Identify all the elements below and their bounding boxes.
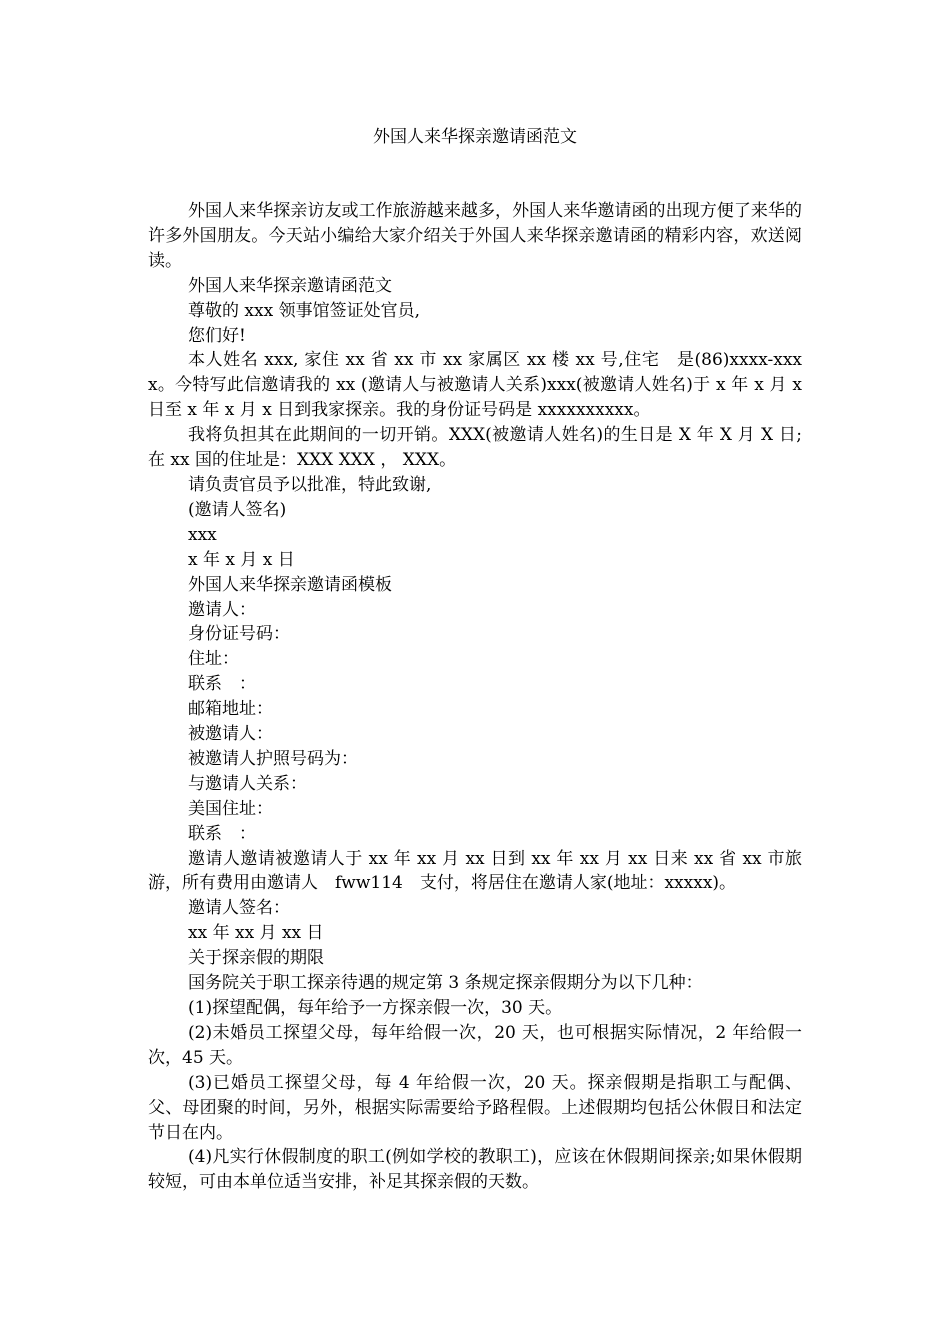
document-title: 外国人来华探亲邀请函范文 bbox=[373, 127, 577, 147]
leave-item-4: (4)凡实行休假制度的职工(例如学校的教职工)，应该在休假期间探亲;如果休假期较短，可由本单位适当安排，补足其探亲假的天数。 bbox=[148, 1147, 802, 1193]
signature-label: (邀请人签名) bbox=[188, 499, 287, 520]
template-date: xx 年 xx 月 xx 日 bbox=[188, 923, 324, 944]
letter-body-expenses: 我将负担其在此期间的一切开销。XXX(被邀请人姓名)的生日是 X 年 X 月 X 日;在 xx 国的住址是：XXX XXX ， XXX。 bbox=[148, 425, 802, 471]
field-passport: 被邀请人护照号码为： bbox=[188, 748, 358, 769]
document-body bbox=[148, 199, 802, 1195]
field-invitee: 被邀请人： bbox=[188, 724, 273, 745]
field-contact-2: 联系 ： bbox=[188, 823, 256, 844]
field-relationship: 与邀请人关系： bbox=[188, 773, 307, 794]
leave-item-3: (3)已婚员工探望父母，每 4 年给假一次，20 天。探亲假期是指职工与配偶、父、母团聚的时间，另外，根据实际需要给予路程假。上述假期均包括公休假日和法定节日在内。 bbox=[148, 1072, 802, 1143]
signature-name: xxx bbox=[188, 524, 217, 545]
template-body: 邀请人邀请被邀请人于 xx 年 xx 月 xx 日到 xx 年 xx 月 xx 日来 xx 省 xx 市旅游，所有费用由邀请人 fww114 支付，将居住在邀请人家(地址：xxxxx)。 bbox=[148, 848, 802, 894]
letter-greeting: 您们好! bbox=[188, 325, 246, 346]
section-heading-sample: 外国人来华探亲邀请函范文 bbox=[188, 275, 392, 296]
template-signature: 邀请人签名： bbox=[188, 898, 290, 919]
field-contact: 联系 ： bbox=[188, 674, 256, 695]
field-email: 邮箱地址： bbox=[188, 699, 273, 720]
letter-date: x 年 x 月 x 日 bbox=[188, 549, 295, 570]
section-heading-template: 外国人来华探亲邀请函模板 bbox=[188, 574, 392, 595]
letter-closing: 请负责官员予以批准，特此致谢, bbox=[188, 474, 432, 495]
field-address: 住址： bbox=[188, 649, 239, 670]
intro-paragraph: 外国人来华探亲访友或工作旅游越来越多，外国人来华邀请函的出现方便了来华的许多外国朋友。今天站小编给大家介绍关于外国人来华探亲邀请函的精彩内容，欢送阅读。 bbox=[148, 201, 802, 271]
leave-item-1: (1)探望配偶，每年给予一方探亲假一次，30 天。 bbox=[188, 998, 563, 1018]
letter-salutation: 尊敬的 xxx 领事馆签证处官员, bbox=[188, 300, 420, 321]
field-inviter: 邀请人： bbox=[188, 599, 256, 620]
section-heading-leave: 关于探亲假的期限 bbox=[188, 948, 324, 969]
leave-item-2: (2)未婚员工探望父母，每年给假一次，20 天，也可根据实际情况，2 年给假一次，45 天。 bbox=[148, 1022, 802, 1068]
leave-regulation: 国务院关于职工探亲待遇的规定第 3 条规定探亲假期分为以下几种： bbox=[188, 973, 703, 994]
field-us-address: 美国住址： bbox=[188, 798, 273, 819]
letter-body-invitation: 本人姓名 xxx, 家住 xx 省 xx 市 xx 家属区 xx 楼 xx 号,住宅 是(86)xxxx-xxxx。今特写此信邀请我的 xx (邀请人与被邀请人关系)xxx(被邀请人姓名)于 x 年 x 月 x 日至 x 年 x 月 x 日到我家探亲。我的身份证号码是 xxxxxxxxxx。 bbox=[148, 350, 802, 421]
field-id-number: 身份证号码： bbox=[188, 624, 290, 645]
